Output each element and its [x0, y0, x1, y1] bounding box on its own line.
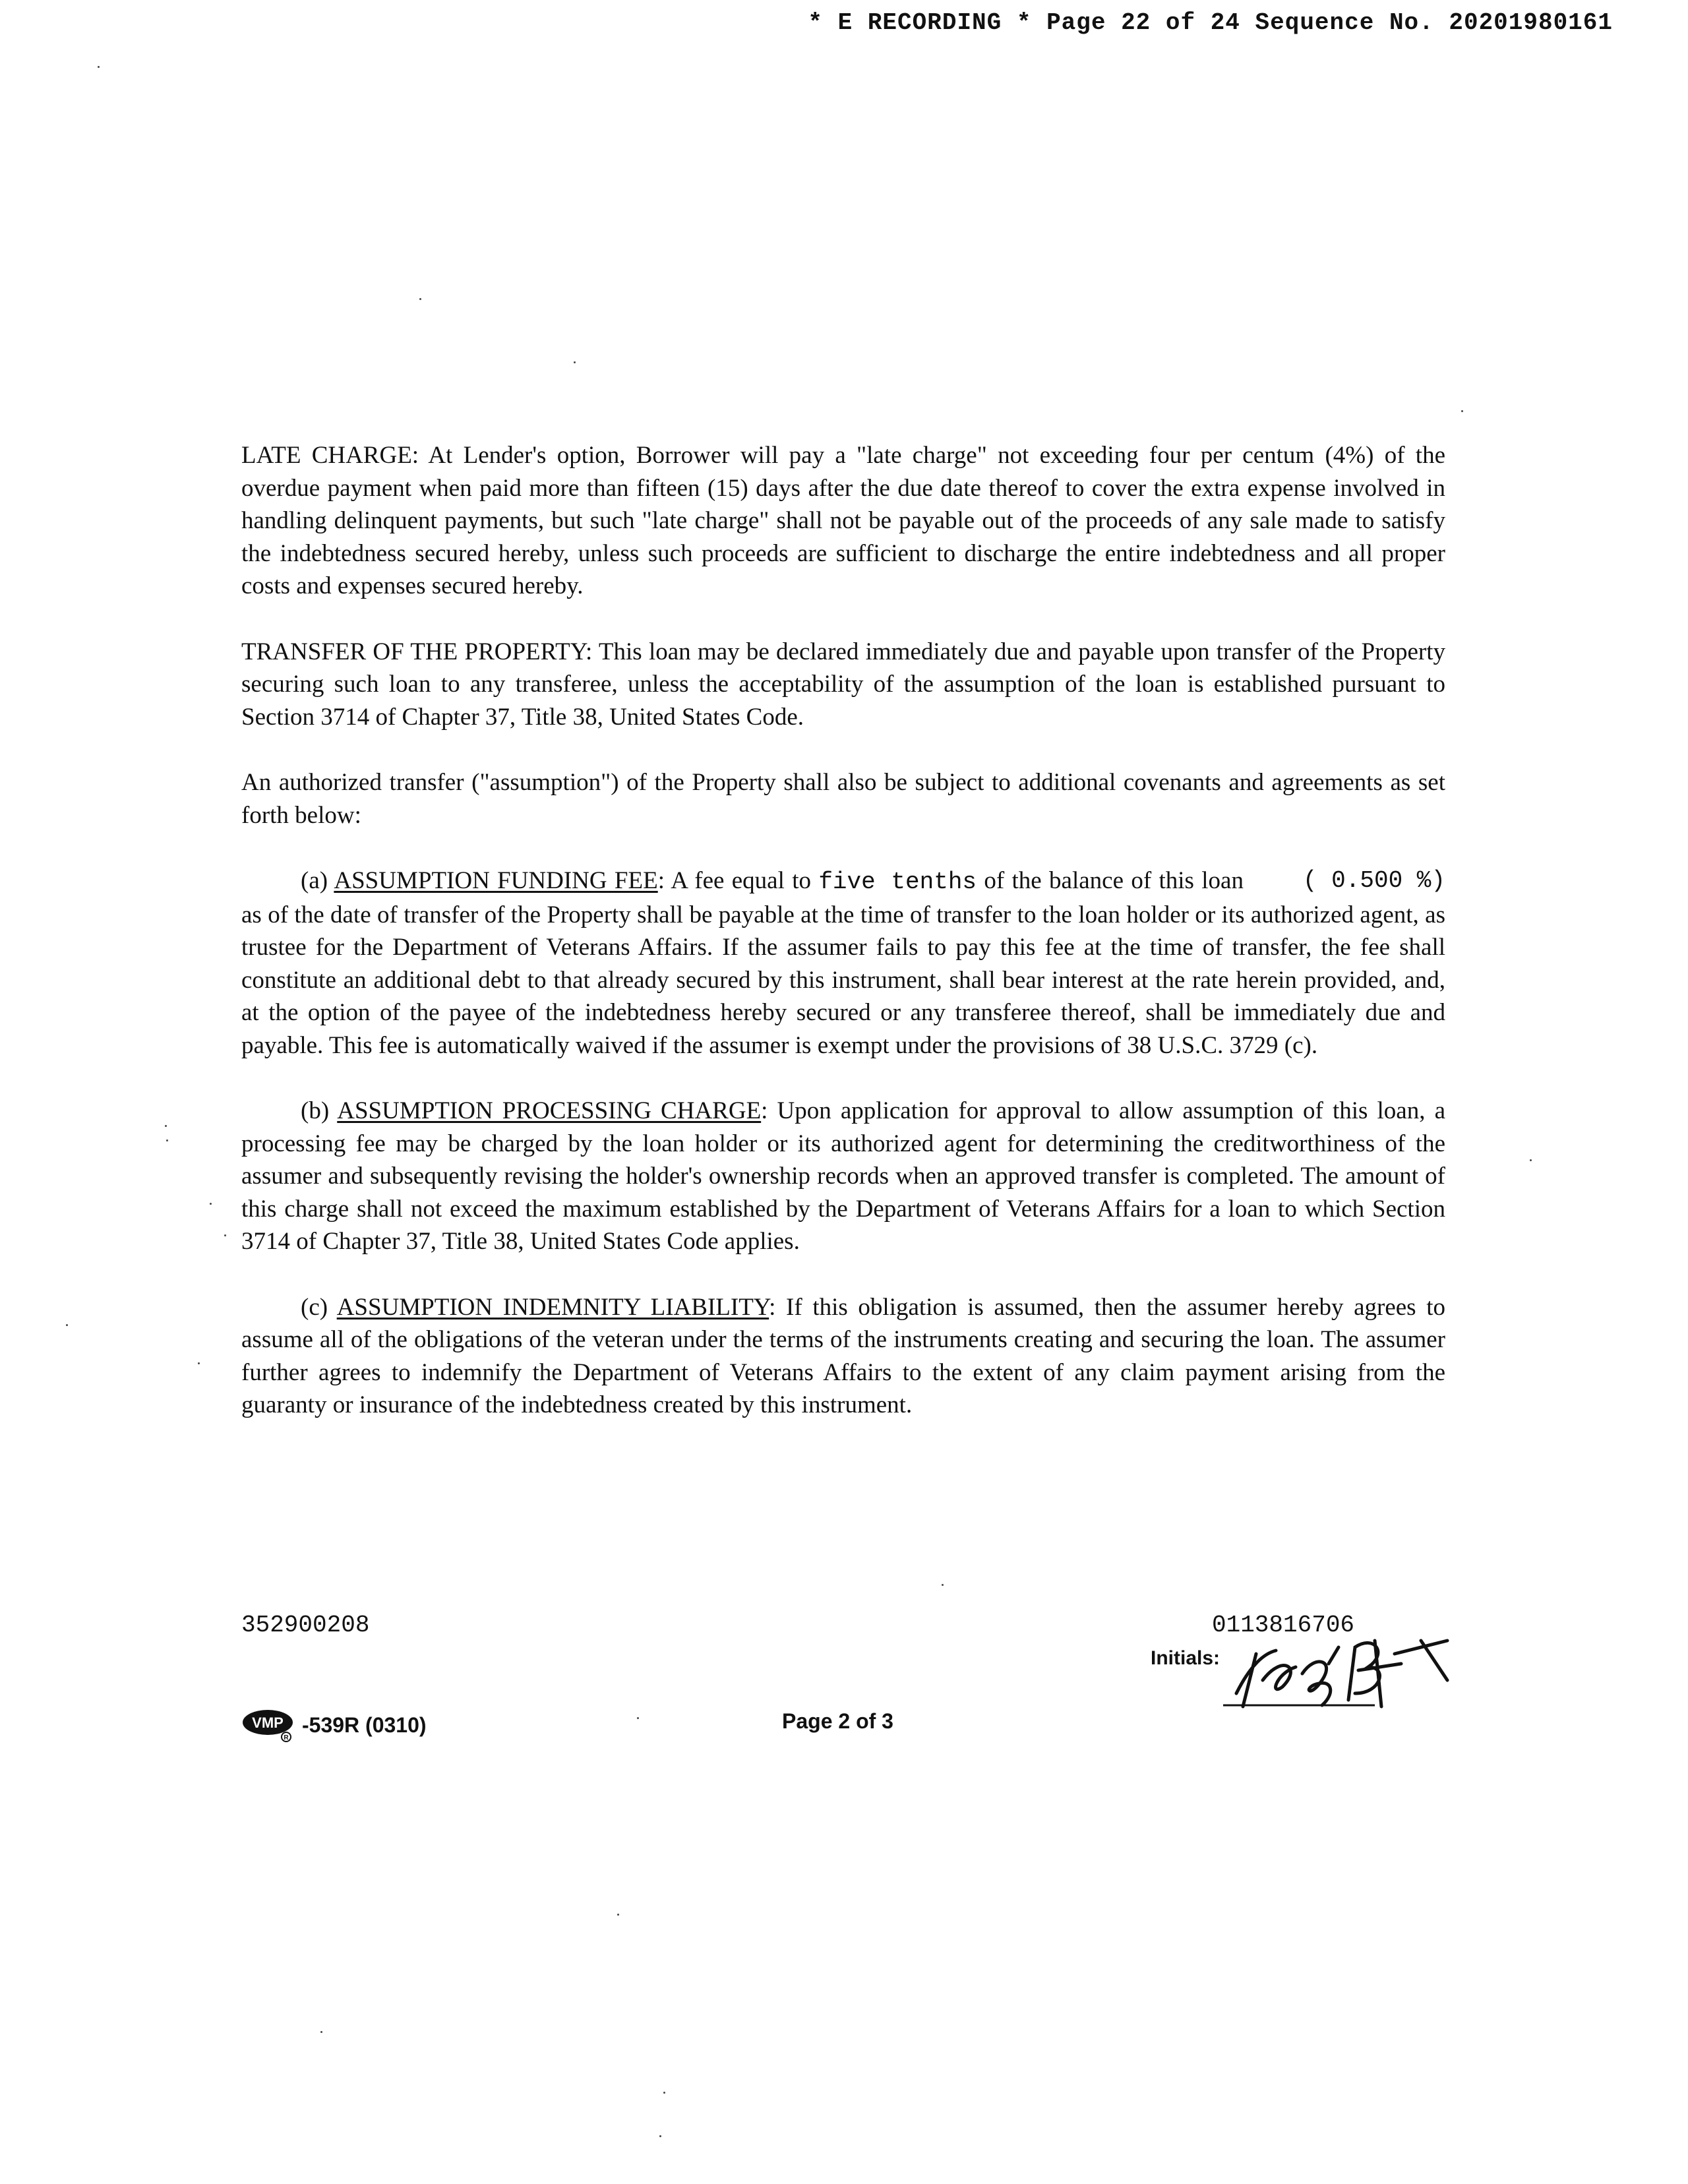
clause-a-lead: : A fee equal to	[657, 867, 819, 894]
scan-speck	[66, 1324, 68, 1326]
clause-c-heading: ASSUMPTION INDEMNITY LIABILITY	[336, 1293, 769, 1321]
loan-number: 352900208	[241, 1612, 370, 1639]
document-number: 0113816706	[1212, 1612, 1355, 1639]
scan-speck	[419, 298, 421, 300]
scan-speck	[637, 1717, 639, 1719]
late-charge-heading: LATE CHARGE:	[241, 442, 419, 469]
late-charge-text: At Lender's option, Borrower will pay a "late charge" not exceeding four per centum (4%) of the overdue payment when paid more than fifteen (15) days after the due date thereof to cover the extra expense involved in handling delinquent payments, but such "late charge" shall not be payable out of the proceeds of any sale made to satisfy the indebtedness secured hereby, unless such proceeds are sufficient to discharge the entire indebtedness and all proper costs and expenses secured hereby.	[241, 442, 1445, 599]
late-charge-paragraph	[241, 439, 1445, 603]
scan-speck	[617, 1914, 619, 1916]
transfer-text: This loan may be declared immediately due and payable upon transfer of the Property securing such loan to any transferee, unless the acceptability of the assumption of the loan is established pursuant to Section 3714 of Chapter 37, Title 38, United States Code.	[241, 638, 1445, 731]
clause-b-text: : Upon application for approval to allow assumption of this loan, a processing fee may be charged by the loan holder or its authorized agent for determining the creditworthiness of the assumer and subsequently revising the holder's ownership records when an approved transfer is completed. The amount of this charge shall not exceed the maximum established by the Department of Veterans Affairs for a loan to which Section 3714 of Chapter 37, Title 38, United States Code applies.	[241, 1097, 1445, 1255]
clause-c-label: (c)	[301, 1293, 328, 1321]
initials-signature	[1223, 1627, 1461, 1726]
vmp-logo-text: VMP	[252, 1714, 284, 1731]
form-code: -539R (0310)	[302, 1713, 427, 1737]
scan-speck	[166, 1139, 168, 1141]
scan-speck	[574, 361, 576, 363]
svg-text:R: R	[284, 1734, 289, 1742]
vmp-logo	[241, 1708, 299, 1742]
scan-speck	[1461, 410, 1463, 412]
transfer-heading: TRANSFER OF THE PROPERTY:	[241, 638, 593, 665]
scan-speck	[659, 2135, 661, 2137]
clause-b-label: (b)	[301, 1097, 330, 1124]
scan-speck	[224, 1234, 226, 1236]
scan-speck	[98, 66, 100, 68]
clause-b-paragraph	[241, 1095, 1445, 1258]
clause-a-heading: ASSUMPTION FUNDING FEE	[334, 867, 658, 894]
authorized-transfer-paragraph: An authorized transfer ("assumption") of the Property shall also be subject to additional covenants and agreements as set forth below:	[241, 769, 1445, 829]
clause-b-heading: ASSUMPTION PROCESSING CHARGE	[337, 1097, 762, 1124]
scan-speck	[210, 1203, 212, 1205]
fee-words: five tenths	[818, 868, 977, 895]
clause-c-text: : If this obligation is assumed, then the assumer hereby agrees to assume all of the obligations of the veteran under the terms of the instruments creating and securing the loan. The assumer further agrees to indemnify the Department of Veterans Affairs to the extent of any claim payment arising from the guaranty or insurance of the indebtedness created by this instrument.	[241, 1293, 1445, 1418]
scan-speck	[165, 1125, 167, 1127]
scan-speck	[942, 1584, 944, 1586]
clause-a-paragraph	[241, 864, 1445, 1062]
form-identifier	[241, 1708, 427, 1742]
clause-c-paragraph	[241, 1291, 1445, 1422]
scan-speck	[198, 1362, 200, 1364]
clause-a-label: (a)	[301, 867, 328, 894]
scan-speck	[1530, 1159, 1532, 1161]
clause-a-text: of the balance of this loan as of the date of transfer of the Property shall be payable at the time of transfer to the loan holder or its authorized agent, as trustee for the Department of Veterans Affairs. If the assumer fails to pay this fee at the time of transfer, the fee shall constitute an additional debt to that already secured by this instrument, shall bear interest at the rate herein provided, and, at the option of the payee of the indebtedness hereby secured or any transferee thereof, shall be immediately due and payable. This fee is automatically waived if the assumer is exempt under the provisions of 38 U.S.C. 3729 (c).	[241, 867, 1445, 1059]
transfer-paragraph	[241, 636, 1445, 734]
initials-label: Initials:	[1151, 1647, 1221, 1669]
page-number: Page 2 of 3	[782, 1709, 893, 1733]
scan-speck	[663, 2092, 665, 2094]
recording-header: * E RECORDING * Page 22 of 24 Sequence No. 20201980161	[808, 9, 1613, 36]
scan-speck	[320, 2031, 322, 2033]
document-body	[241, 439, 1445, 1455]
fee-percent: ( 0.500 %)	[1302, 867, 1445, 894]
